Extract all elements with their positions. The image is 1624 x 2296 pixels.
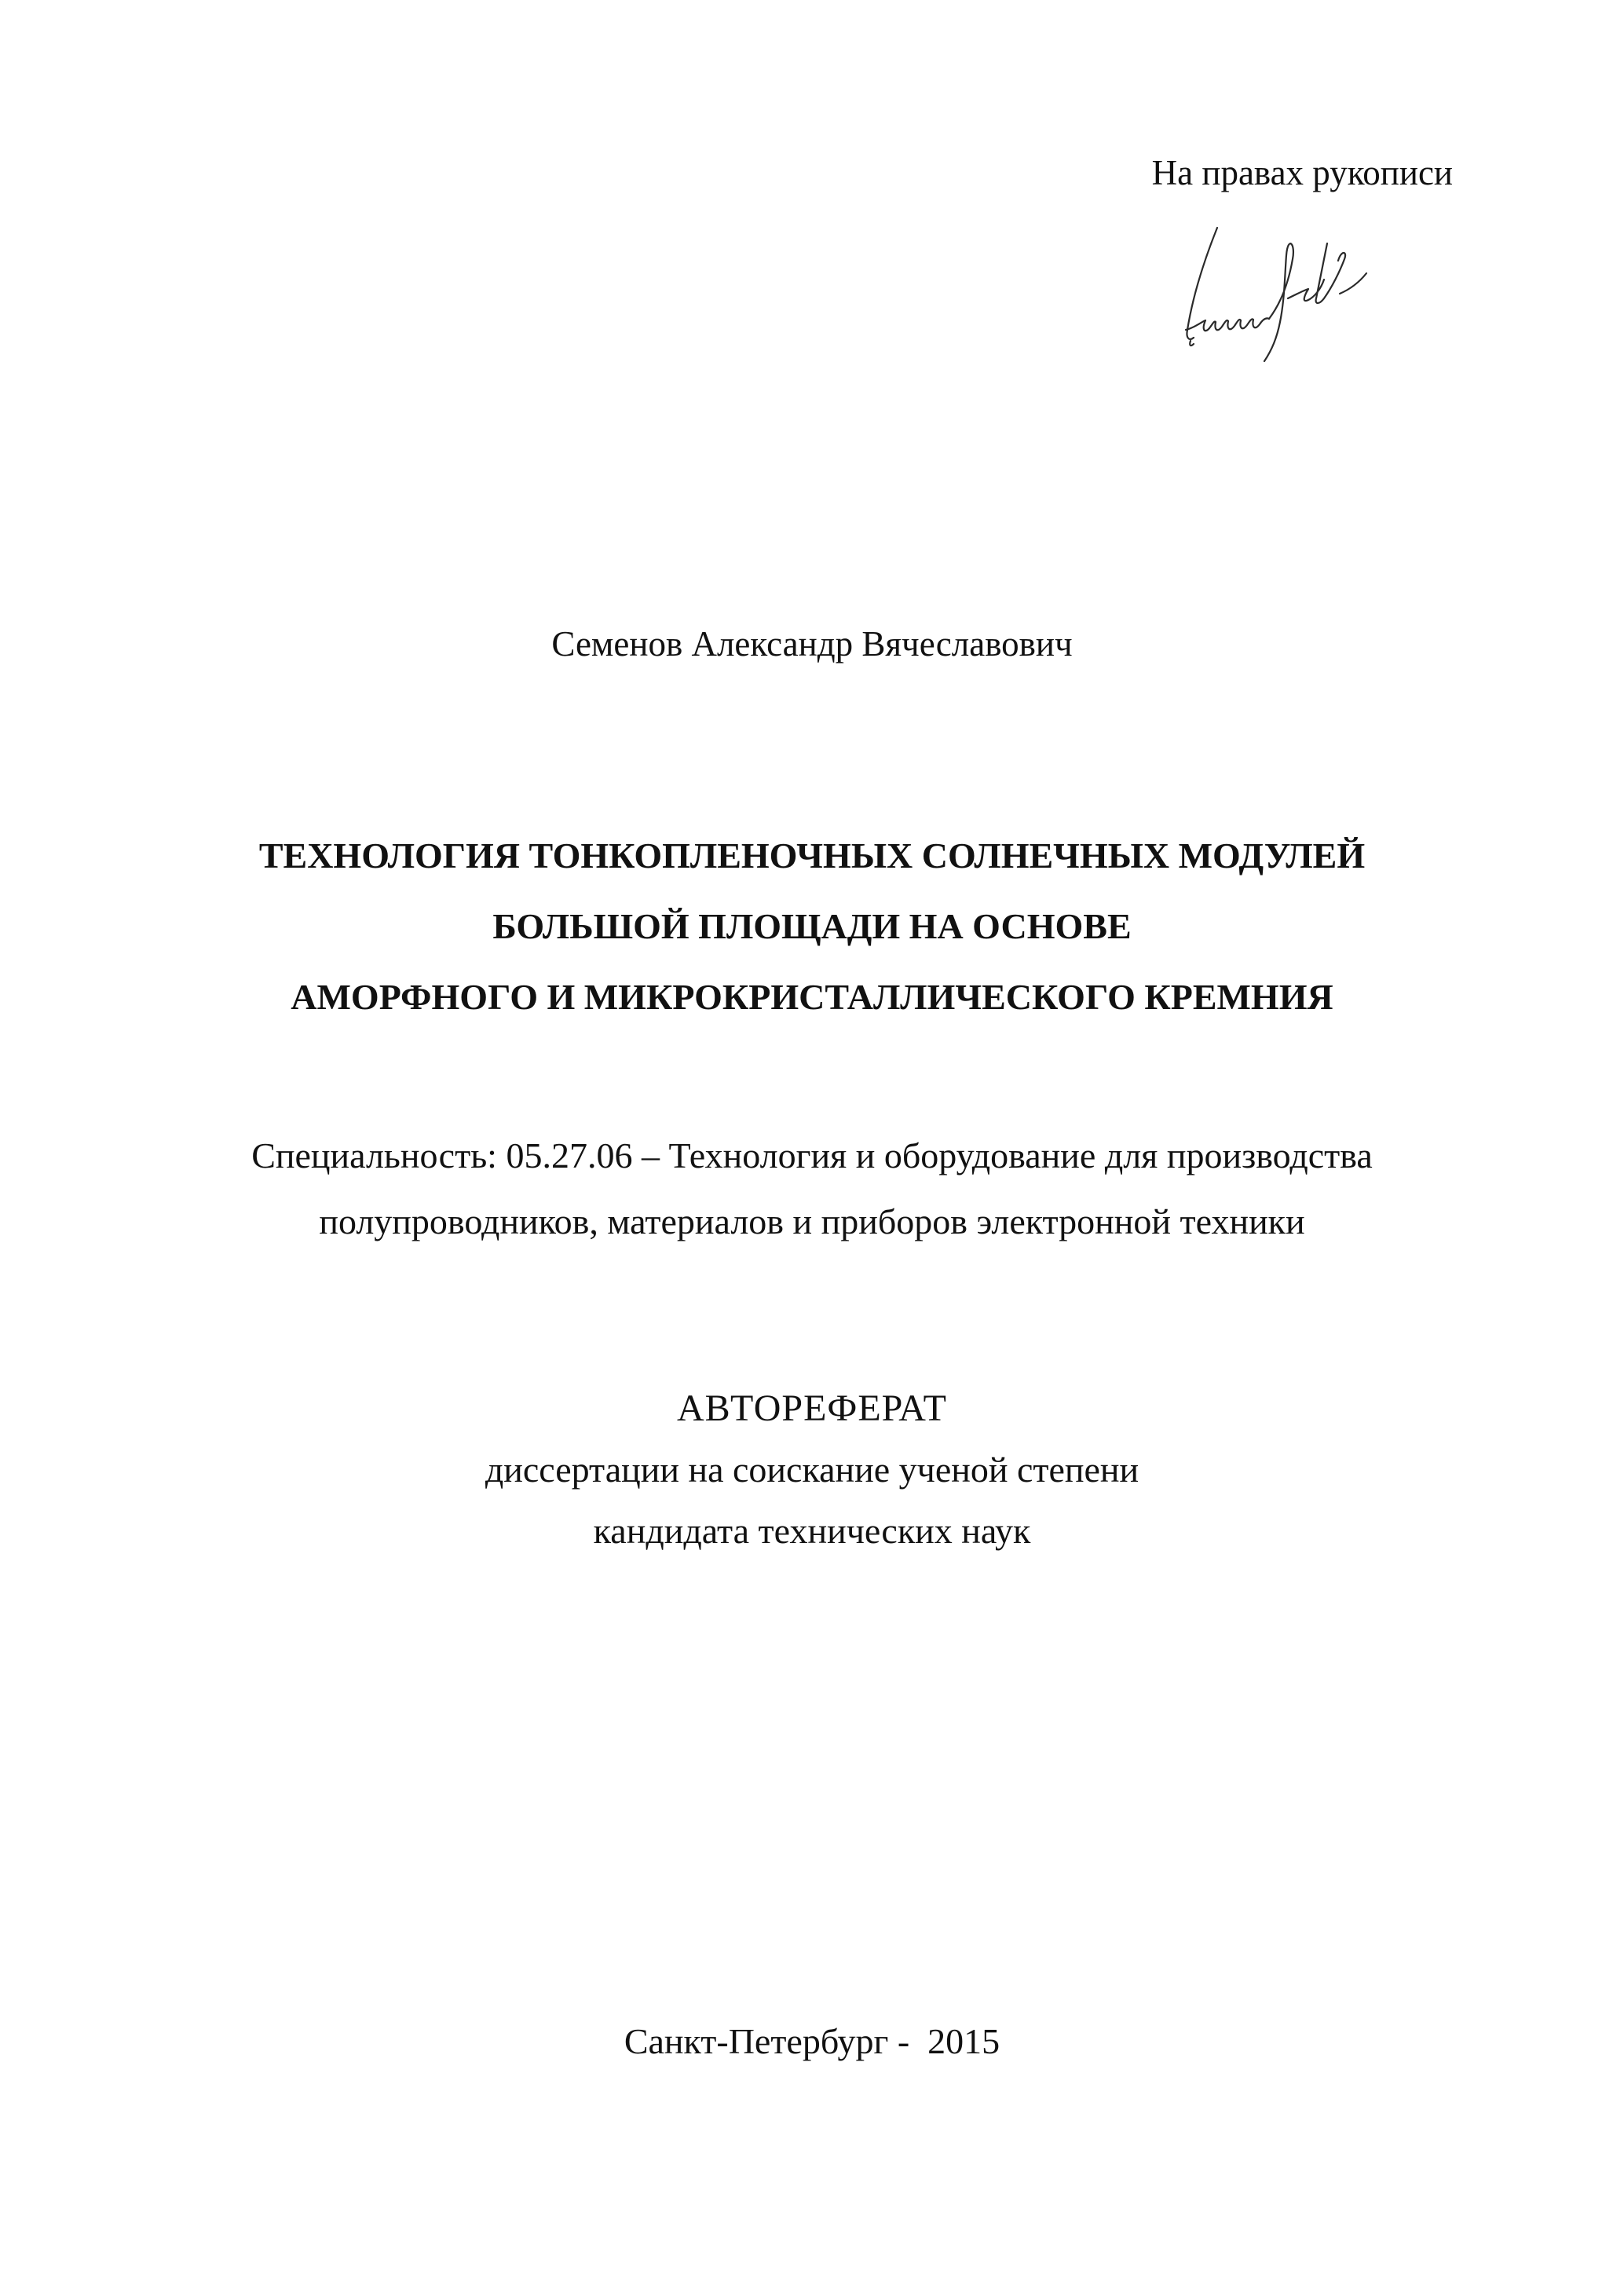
- author-name: Семенов Александр Вячеславович: [551, 624, 1073, 664]
- abstract-line: кандидата технических наук: [593, 1511, 1031, 1551]
- title-line: БОЛЬШОЙ ПЛОЩАДИ НА ОСНОВЕ: [492, 906, 1132, 946]
- specialty-line: полупроводников, материалов и приборов электронной техники: [319, 1201, 1305, 1241]
- handwritten-signature: [1170, 212, 1406, 369]
- abstract-label: АВТОРЕФЕРАТ: [677, 1387, 947, 1429]
- specialty-line: Специальность: 05.27.06 – Технология и оборудование для производства: [251, 1135, 1373, 1175]
- title-line: АМОРФНОГО И МИКРОКРИСТАЛЛИЧЕСКОГО КРЕМНИЯ: [291, 977, 1333, 1017]
- place-year: Санкт-Петербург - 2015: [624, 2021, 1000, 2061]
- abstract-block: [0, 1378, 1624, 1562]
- manuscript-note: На правах рукописи: [1151, 153, 1453, 192]
- specialty: [0, 1123, 1624, 1255]
- abstract-line: диссертации на соискание ученой степени: [485, 1450, 1139, 1490]
- title-line: ТЕХНОЛОГИЯ ТОНКОПЛЕНОЧНЫХ СОЛНЕЧНЫХ МОДУЛЕЙ: [258, 835, 1366, 876]
- dissertation-title: [0, 821, 1624, 1033]
